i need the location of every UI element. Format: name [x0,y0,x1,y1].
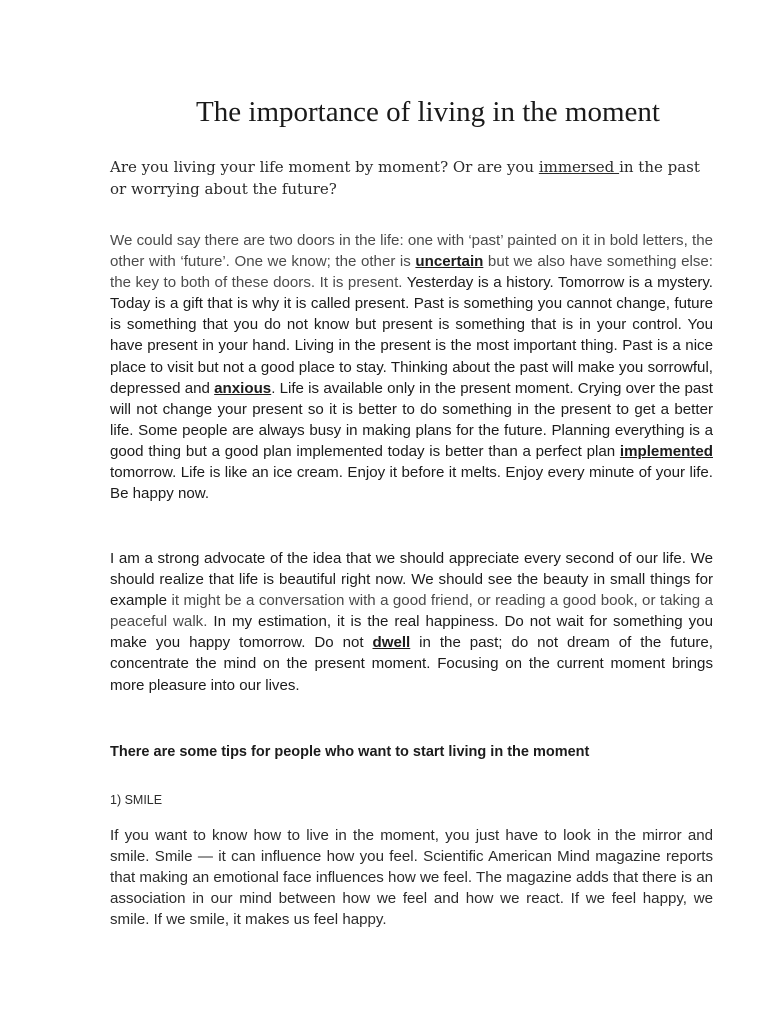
paragraph-text: In my estimation, it is the real happiness. Do not wait for something you make you happy tomorrow. Do not [110,613,714,652]
paragraph-text: I am a strong advocate of the idea that we should appreciate every second of our life. We should realize that life is beautiful right now. We should see the beauty in small things for example [110,550,713,610]
paragraph-text: We could say there are two doors in the life: one with ‘past’ painted on it in bold letters, the other with ‘future’. One we know; the other is [110,232,713,271]
paragraph-text: it might be a conversation with a good friend, or reading a good book, or taking a peaceful walk. [110,592,714,631]
underlined-word-immersed: immersed [538,158,620,176]
underlined-word-dwell: dwell [372,634,411,652]
paragraph-text: Some people are always busy in making plans for the future. Planning everything is a good thing but a good plan implemented today is better than a perfect plan [110,421,714,460]
paragraph-text: . Life is available only in the present moment. Crying over the past will not change your present so it is better to do something in the present to get a better life. [110,379,713,439]
paragraph-text: but we also have something else: the key to both of these doors. It is present. [110,253,713,292]
underlined-word-anxious: anxious [214,379,272,397]
intro-paragraph [110,156,714,200]
underlined-word-implemented: implemented [619,442,713,460]
tip-heading-smile: 1) SMILE [110,793,163,807]
intro-text-end: in the past or worrying about the future? [110,158,700,198]
intro-text: Are you living your life moment by moment? Or are you [110,158,539,176]
paragraph-smile: If you want to know how to live in the moment, you just have to look in the mirror and smile. Smile — it can influence how you feel. Scientific American Mind magazine reports that making an emotional face influences how we feel. The magazine adds that there is an association in our mind between how we feel and how we react. If we feel happy, we smile. If we smile, it makes us feel happy. [110,827,713,929]
paragraph-advocate [110,548,713,696]
paragraph-text: Yesterday is a history. Tomorrow is a mystery. Today is a gift that is why it is called present. Past is something you cannot change, future is something that you do not know but present is something that is in your control. You have present in your hand. Living in the present is the most important thing. Past is a nice place to visit but not a good place to stay. Thinking about the past will make you sorrowful, depressed and [110,274,713,397]
paragraph-doors [110,230,713,504]
tips-heading: There are some tips for people who want to start living in the moment [110,744,590,760]
page-title: The importance of living in the moment [196,96,660,128]
paragraph-text: in the past; do not dream of the future, concentrate the mind on the present moment. Focusing on the current moment brings more pleasure into our lives. [110,634,713,694]
underlined-word-uncertain: uncertain [415,253,484,271]
paragraph-text: tomorrow. Life is like an ice cream. Enjoy it before it melts. Enjoy every minute of your life. Be happy now. [110,464,713,503]
